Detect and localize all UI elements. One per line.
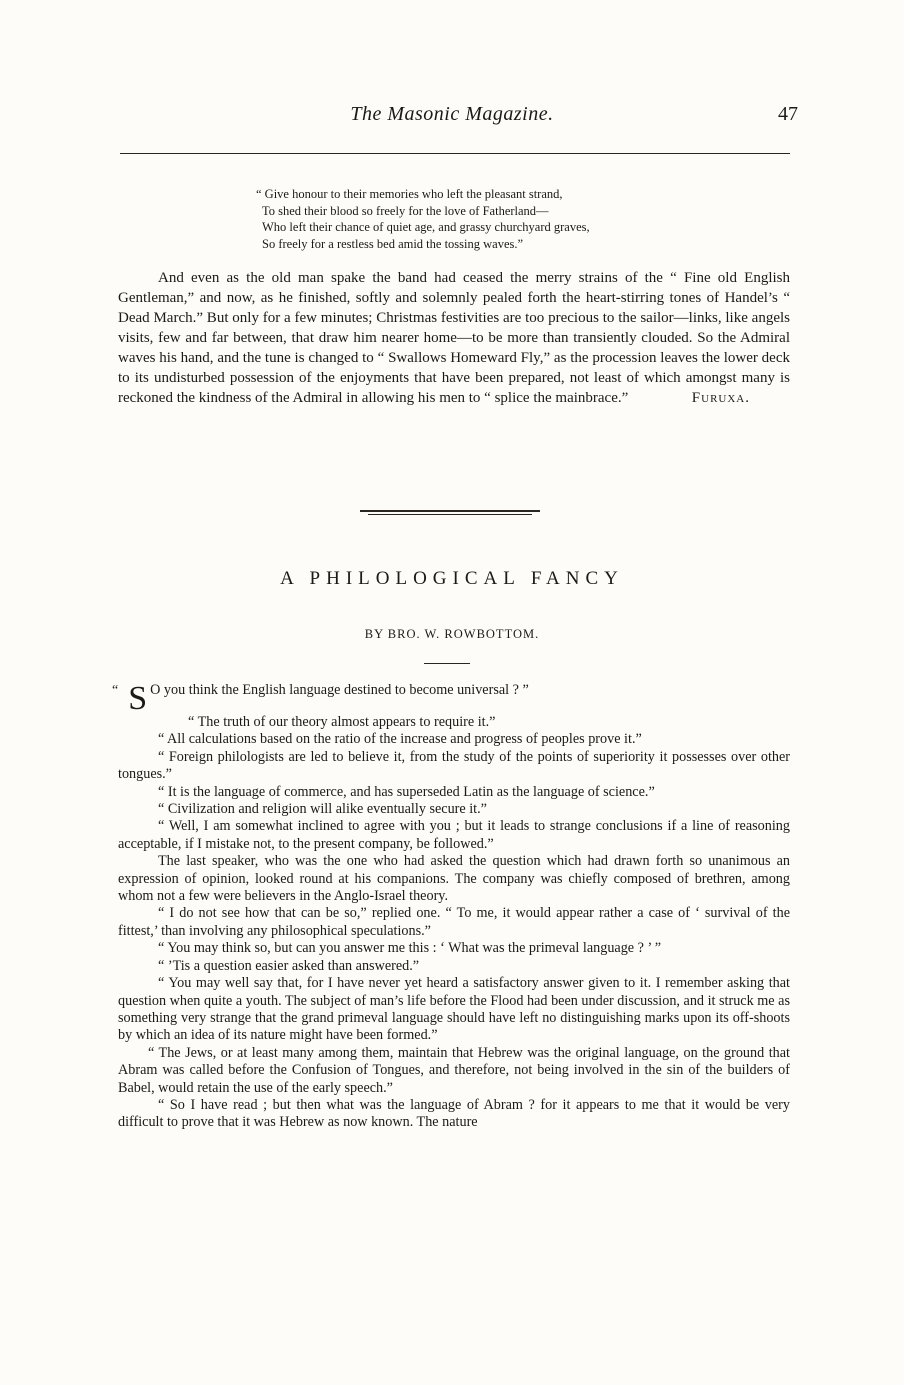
- article-paragraph: “ Foreign philologists are led to believe it, from the study of the points of superiority it possesses over other tongues.”: [118, 748, 790, 783]
- section-divider-thin: [368, 514, 532, 515]
- poem-line: Who left their chance of quiet age, and grassy churchyard graves,: [262, 220, 590, 234]
- header-rule: [120, 153, 790, 154]
- author-signature: Furuxa.: [691, 390, 750, 406]
- article-paragraph: “ The truth of our theory almost appears to require it.”: [188, 714, 496, 730]
- poem-line: To shed their blood so freely for the love of Fatherland—: [262, 203, 549, 218]
- article-paragraph: “ All calculations based on the ratio of the increase and progress of peoples prove it.”: [158, 731, 642, 748]
- poem-line: So freely for a restless bed amid the tossing waves.”: [262, 236, 524, 251]
- article-byline: BY BRO. W. ROWBOTTOM.: [364, 627, 540, 641]
- running-head: [0, 103, 904, 133]
- poem-quotation: [256, 186, 716, 252]
- article-paragraph: “ The Jews, or at least many among them, maintain that Hebrew was the original language, on the ground that Abram was called before the Confusion of Tongues, and therefore, not being involved in the sin of the builders of Babel, would retain the use of the early speech.”: [118, 1044, 790, 1096]
- first-line-text: O you think the English language destined to become universal ? ”: [150, 682, 529, 698]
- poem-line: “ Give honour to their memories who left the pleasant strand,: [256, 187, 563, 201]
- story-paragraph-text: And even as the old man spake the band had ceased the merry strains of the “ Fine old English Gentleman,” and now, as he finished, softly and solemnly pealed forth the heart-stirring tones of Handel’s “ Dead March.” But only for a few minutes; Christmas festivities are too precious to the sailor—links, like angels visits, few and far between, that draw him nearer home—to be more than transiently clouded. So the Admiral waves his hand, and the tune is changed to “ Swallows Homeward Fly,” as the procession leaves the lower deck to its undisturbed possession of the enjoyments that have been prepared, not least of which amongst many is reckoned the kindness of the Admiral in allowing his men to “ splice the mainbrace.”: [118, 270, 790, 406]
- byline-rule: [424, 663, 470, 664]
- article-paragraph: “ It is the language of commerce, and has superseded Latin as the language of science.”: [158, 783, 655, 800]
- page-number: 47: [778, 103, 798, 125]
- article-title: A PHILOLOGICAL FANCY: [280, 568, 624, 589]
- article-paragraph: “ Civilization and religion will alike eventually secure it.”: [158, 801, 487, 818]
- section-divider: [360, 510, 540, 512]
- opening-quote: “: [112, 683, 119, 698]
- article-paragraph: “ You may well say that, for I have never yet heard a satisfactory answer given to it. I remember asking that question when quite a youth. The subject of man’s life before the Flood had been under discussion, and it struck me as something very strange that the grand primeval language should have left no distinguishing marks upon its off-shoots by which an idea of its nature might have been formed.”: [118, 975, 790, 1044]
- article-paragraph: “ Well, I am somewhat inclined to agree with you ; but it leads to strange conclusions if a line of reasoning acceptable, if I mistake not, to the present company, be followed.”: [118, 818, 790, 852]
- journal-title: The Masonic Magazine.: [350, 103, 554, 125]
- drop-cap: S: [128, 680, 148, 717]
- article-paragraph: “ ’Tis a question easier asked than answered.”: [158, 957, 420, 974]
- article-paragraph: The last speaker, who was the one who had asked the question which had drawn forth so unanimous an expression of opinion, looked round at his companions. The company was chiefly composed of brethren, among whom not a few were believers in the Anglo-Israel theory.: [118, 853, 790, 905]
- story-closing-paragraph: [118, 268, 790, 408]
- article-paragraph: “ You may think so, but can you answer me this : ‘ What was the primeval language ? ’ ”: [158, 940, 662, 957]
- article-paragraph: “ So I have read ; but then what was the language of Abram ? for it appears to me that it would be very difficult to prove that it was Hebrew as now known. The nature: [118, 1096, 790, 1131]
- article-paragraph: [112, 680, 790, 717]
- article-paragraph: “ I do not see how that can be so,” replied one. “ To me, it would appear rather a case of ‘ survival of the fittest,’ than involving any philosophical speculations.”: [118, 905, 790, 939]
- article-body: [112, 680, 790, 1132]
